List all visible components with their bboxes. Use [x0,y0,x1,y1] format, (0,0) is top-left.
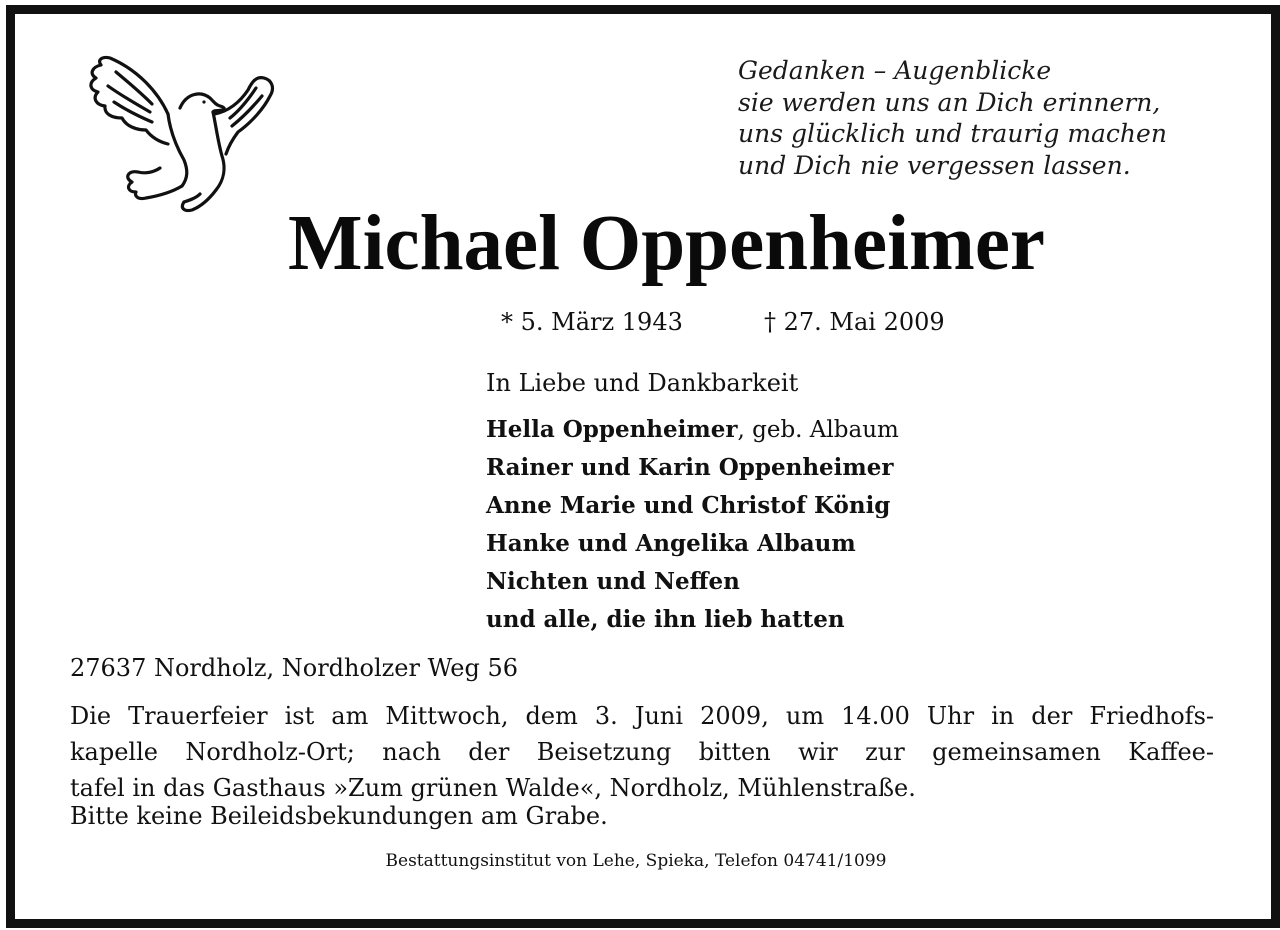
mourner-row: Nichten und Neffen [486,568,740,595]
mourner-maiden-name: , geb. Albaum [737,417,899,443]
deceased-name: Michael Oppenheimer [288,200,1045,287]
undertaker-info: Bestattungsinstitut von Lehe, Spieka, Telefon 04741/1099 [385,851,887,871]
funeral-service-text [70,698,1214,806]
condolence-note: Bitte keine Beileidsbekundungen am Grabe. [70,802,608,830]
service-line: tafel in das Gasthaus »Zum grünen Walde«, Nordholz, Mühlenstraße. [70,774,916,802]
death-date: † 27. Mai 2009 [764,308,945,336]
family-address: 27637 Nordholz, Nordholzer Weg 56 [70,654,519,682]
service-line: kapelle Nordholz-Ort; nach der Beisetzung bitten wir zur gemeinsamen Kaffee- [70,738,1214,766]
service-line: Die Trauerfeier ist am Mittwoch, dem 3. Juni 2009, um 14.00 Uhr in der Friedhofs- [70,702,1214,730]
poem-line: Gedanken – Augenblicke [738,56,1052,85]
mourner-row: Rainer und Karin Oppenheimer [486,454,894,481]
poem-line: sie werden uns an Dich erinnern, [738,87,1161,117]
dove-icon [80,52,280,217]
mourner-row: und alle, die ihn lieb hatten [486,606,845,633]
birth-date: * 5. März 1943 [501,308,683,336]
poem-line: und Dich nie vergessen lassen. [738,150,1131,180]
mourner-row: Hanke und Angelika Albaum [486,530,856,557]
mourners-intro: In Liebe und Dankbarkeit [486,369,799,397]
poem-verse [738,55,1167,181]
mourner-row: Anne Marie und Christof König [486,492,891,519]
poem-line: uns glücklich und traurig machen [738,119,1167,148]
mourners-list [486,411,899,639]
mourner-name: Hella Oppenheimer [486,416,738,443]
mourner-row [486,411,899,449]
